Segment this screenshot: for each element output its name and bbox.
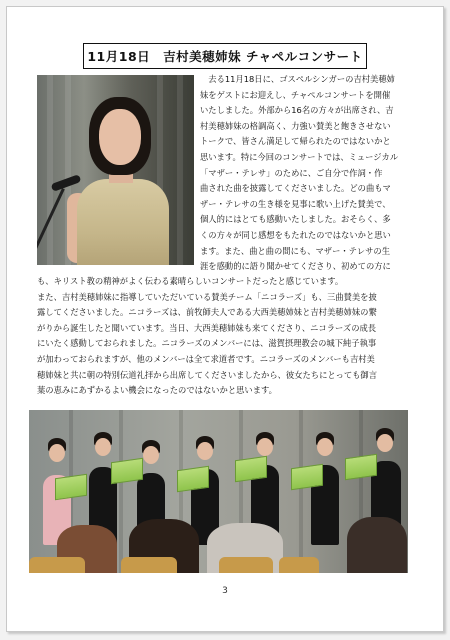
sheet-music-icon [111, 458, 143, 484]
text-line: 曲された曲を披露してくださいました。どの曲もマ [200, 183, 391, 194]
text-line: 個人的にはとても感動いたしました。おそらく、多 [200, 214, 391, 225]
sheet-music-icon [177, 466, 209, 492]
text-line: にいたく感動しておられました。ニコラーズのメンバーには、滋賀摂理教会の城下純子執事 [37, 338, 377, 349]
sheet-music-icon [235, 456, 267, 482]
text-line: 思います。特に今回のコンサートでは、ミュージカル [200, 151, 399, 162]
sheet-music-icon [345, 454, 377, 480]
text-line: 妹をゲストにお迎えし、チャペルコンサートを開催 [200, 89, 391, 100]
text-line: いたしました。外部から16名の方々が出席され、吉 [200, 105, 394, 116]
article-full-text [37, 274, 409, 399]
text-line: また、吉村美穂姉妹に指導していただいている賛美チーム「ニコラーズ」も、三曲賛美を披 [37, 291, 377, 302]
singer-photo [37, 75, 194, 265]
sheet-music-icon [291, 464, 323, 490]
text-line: 去る11月18日に、ゴスペルシンガーの吉村美穂姉 [200, 74, 395, 84]
text-line: 涯を感動的に語り聞かせてくださり、初めての方に [200, 261, 391, 272]
text-line: が加わっておられますが、他のメンバーは全て求道者です。ニコラーズのメンバーも吉村美 [37, 353, 375, 364]
article-column-text [200, 72, 408, 275]
text-line: くの方々が同じ感想をもたれたのではないかと思い [200, 229, 391, 240]
sheet-music-icon [55, 474, 87, 500]
text-line: ます。また、曲と曲の間にも、マザー・テレサの生 [200, 245, 391, 256]
text-line: 村美穂姉妹の格調高く、力強い賛美と飽きさせない [200, 120, 391, 131]
text-line: がりから誕生したと聞いています。当日、大西美穂姉妹も来てくださり、ニコラーズの成長 [37, 322, 377, 333]
page-number: 3 [222, 586, 228, 596]
choir-photo [29, 410, 408, 573]
page-title: 11月18日 吉村美穂姉妹 チャペルコンサート [83, 43, 367, 69]
text-line: 葉の恵みにあずかるよい機会になったのではないかと思います。 [37, 385, 277, 396]
text-line: も、キリスト教の精神がよく伝わる素晴らしいコンサートだったと感じています。 [37, 276, 344, 286]
text-line: 「マザー・テレサ」のために、ご自分で作詞・作 [200, 167, 383, 178]
text-line: トークで、皆さん満足して帰られたのではないかと [200, 136, 391, 147]
text-line: 露してくださいました。ニコラーズは、前牧師夫人である大西美穂姉妹と吉村美穂姉妹の繋 [37, 307, 377, 318]
text-line: ザー・テレサの生き様を見事に歌い上げた賛美で、 [200, 198, 391, 209]
text-line: 穂姉妹と共に朝の特別伝道礼拝から出席してくださいましたから、彼女たちにとっても御言 [37, 369, 378, 380]
